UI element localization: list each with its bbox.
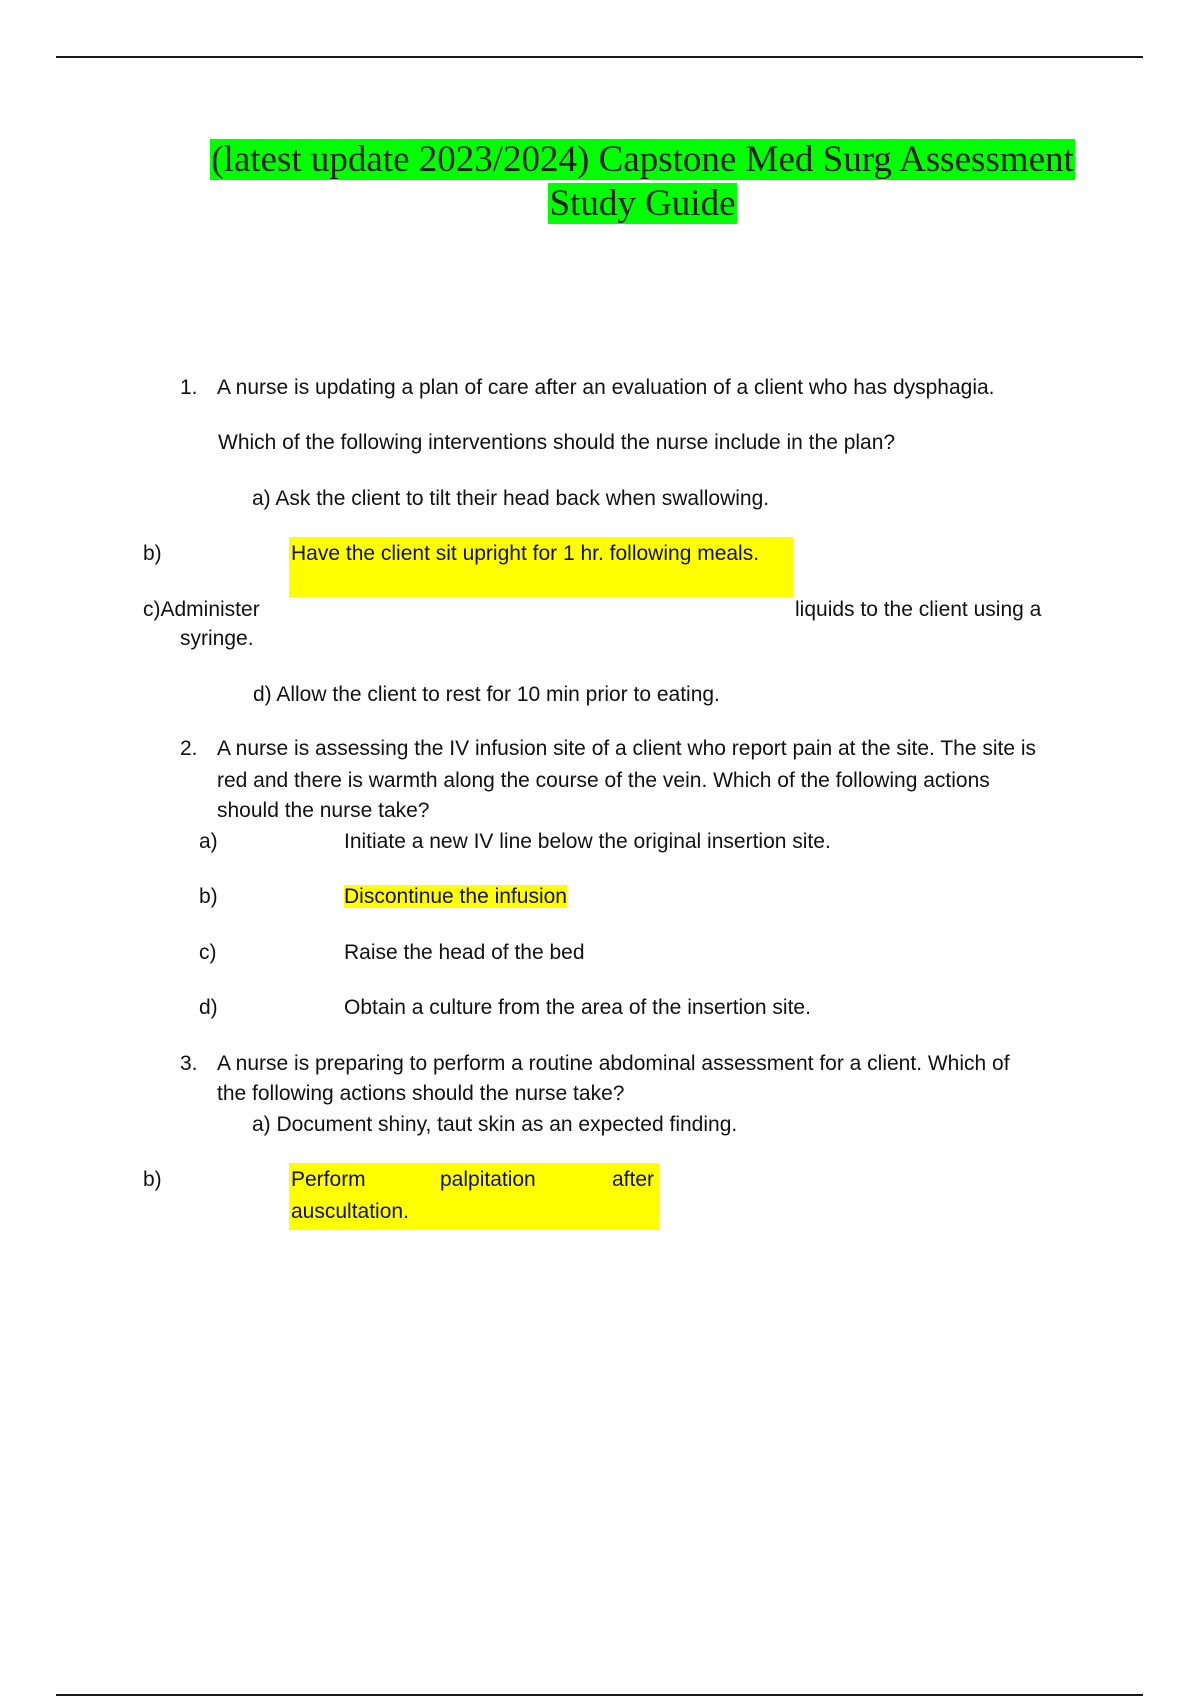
option-letter: b) <box>199 885 218 908</box>
header-rule <box>56 56 1143 58</box>
option-letter: d) <box>199 996 218 1019</box>
question-number: 3. <box>180 1052 198 1075</box>
answer-option-c: liquids to the client using a <box>795 598 1042 621</box>
answer-option-a: a) Ask the client to tilt their head back when swallowing. <box>252 487 770 510</box>
option-letter: c)Administer <box>143 598 260 621</box>
answer-option-b-word: Perform <box>291 1168 366 1191</box>
answer-option-c: Raise the head of the bed <box>344 941 585 964</box>
answer-option-b-correct <box>344 882 567 912</box>
question-number: 2. <box>180 737 198 760</box>
question-stem-line: A nurse is updating a plan of care after an evaluation of a client who has dysphagia. <box>217 376 995 399</box>
question-stem-line: red and there is warmth along the course of the vein. Which of the following actions <box>217 769 990 792</box>
answer-option-a: Initiate a new IV line below the original insertion site. <box>344 830 831 853</box>
document-title <box>150 138 1135 226</box>
question-stem-line: Which of the following interventions should the nurse include in the plan? <box>218 431 896 454</box>
title-line-1: (latest update 2023/2024) Capstone Med Surg Assessment <box>211 139 1074 180</box>
answer-option-b-correct: Have the client sit upright for 1 hr. following meals. <box>291 542 760 565</box>
question-stem-line: A nurse is preparing to perform a routine abdominal assessment for a client. Which of <box>217 1052 1010 1075</box>
answer-option-b-continuation: auscultation. <box>291 1200 409 1223</box>
answer-option-b-word: after <box>612 1168 655 1191</box>
option-letter: b) <box>143 1168 162 1191</box>
title-line-2: Study Guide <box>549 183 736 224</box>
answer-highlight: Discontinue the infusion <box>344 885 567 908</box>
answer-option-a: a) Document shiny, taut skin as an expected finding. <box>252 1113 738 1136</box>
option-letter: b) <box>143 542 162 565</box>
question-number: 1. <box>180 376 198 399</box>
answer-option-d: d) Allow the client to rest for 10 min prior to eating. <box>253 683 720 706</box>
question-stem-line: the following actions should the nurse take? <box>217 1082 625 1105</box>
footer-rule <box>56 1694 1143 1696</box>
option-letter: a) <box>199 830 218 853</box>
answer-option-b-word: palpitation <box>440 1168 536 1191</box>
question-stem-line: should the nurse take? <box>217 799 430 822</box>
answer-option-c-continuation: syringe. <box>180 627 254 650</box>
answer-option-d: Obtain a culture from the area of the insertion site. <box>344 996 811 1019</box>
question-stem-line: A nurse is assessing the IV infusion site of a client who report pain at the site. The site is <box>217 737 1037 760</box>
option-letter: c) <box>199 941 217 964</box>
